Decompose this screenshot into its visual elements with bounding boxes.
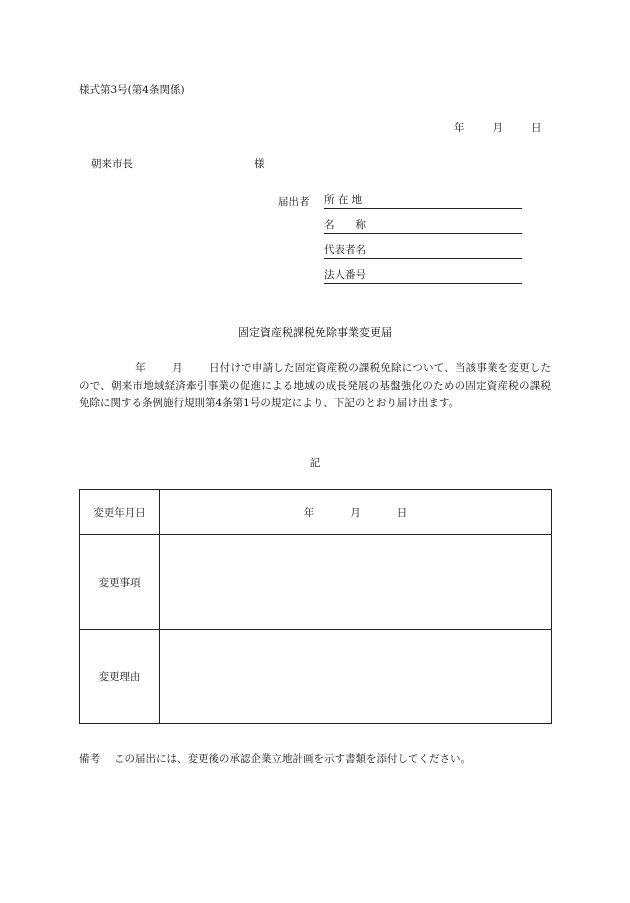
address-label: 所 在 地 bbox=[324, 194, 363, 206]
body-month: 月 bbox=[171, 362, 183, 374]
change-items-label: 変更事項 bbox=[80, 535, 160, 630]
table-row bbox=[80, 630, 552, 724]
change-table bbox=[79, 489, 552, 724]
change-date-day: 日 bbox=[396, 506, 408, 519]
date-month: 月 bbox=[492, 122, 503, 134]
form-number: 様式第3号(第4条関係) bbox=[79, 84, 185, 96]
body-year: 年 bbox=[135, 362, 146, 374]
remarks-text: この届出には、変更後の承認企業立地計画を示す書類を添付してください。 bbox=[114, 753, 471, 765]
date-year: 年 bbox=[454, 122, 465, 134]
addressee-name: 朝来市長 bbox=[91, 158, 133, 170]
table-row bbox=[80, 490, 552, 535]
body-text: 日付けで申請した固定資産税の課税免除について、当該事業を変更したので、朝来市地域経済牽引事業の促進による地域の成長発展の基盤強化のための固定資産税の課税免除に関する条例施行規則第4条第1号の規定により、下記のとおり届け出ます。 bbox=[79, 362, 552, 409]
applicant-label: 届出者 bbox=[278, 196, 310, 208]
change-date-value bbox=[160, 490, 552, 535]
corporate-number-field bbox=[324, 267, 522, 284]
change-date-label: 変更年月日 bbox=[80, 490, 160, 535]
address-field bbox=[324, 192, 522, 209]
remarks-label: 備考 bbox=[79, 753, 100, 765]
change-date-year: 年 bbox=[303, 506, 315, 519]
table-row bbox=[80, 535, 552, 630]
representative-field bbox=[324, 242, 522, 259]
remarks bbox=[79, 751, 471, 766]
change-reason-value bbox=[160, 630, 552, 724]
addressee-honorific: 様 bbox=[254, 158, 265, 170]
body-paragraph bbox=[79, 360, 551, 413]
name-label: 名 称 bbox=[324, 219, 366, 231]
date-day: 日 bbox=[531, 122, 542, 134]
change-date-month: 月 bbox=[350, 506, 361, 519]
addressee bbox=[91, 156, 265, 171]
change-items-value bbox=[160, 535, 552, 630]
name-field bbox=[324, 217, 522, 234]
ki-heading: 記 bbox=[309, 457, 321, 469]
document-title: 固定資産税課税免除事業変更届 bbox=[238, 326, 392, 339]
change-reason-label: 変更理由 bbox=[80, 630, 160, 724]
corporate-number-label: 法人番号 bbox=[324, 269, 366, 281]
submission-date bbox=[454, 120, 542, 135]
representative-label: 代表者名 bbox=[324, 244, 366, 256]
